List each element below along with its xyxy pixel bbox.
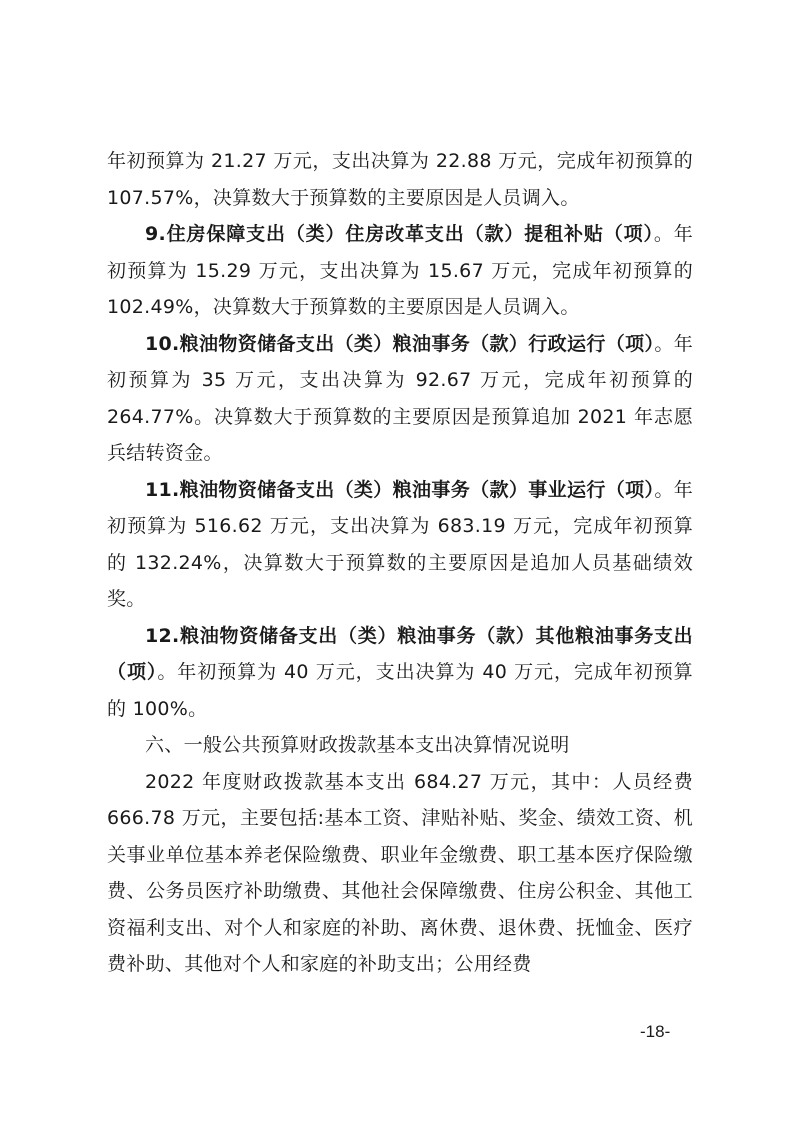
section-heading-text: 六、一般公共预算财政拨款基本支出决算情况说明	[145, 734, 570, 756]
item-heading: 9.住房保障支出（类）住房改革支出（款）提租补贴（项）	[145, 223, 654, 245]
section-heading	[107, 727, 693, 764]
item-heading: 12.粮油物资储备支出（类）粮油事务（款）其他粮油事务支出（项）	[107, 624, 693, 683]
paragraph-text: 。年初预算为 35 万元，支出决算为 92.67 万元，完成年初预算的 264.77%。决算数大于预算数的主要原因是预算追加 2021 年志愿兵结转资金。	[107, 332, 693, 464]
paragraph-text: 年初预算为 21.27 万元，支出决算为 22.88 万元，完成年初预算的 107.57%，决算数大于预算数的主要原因是人员调入。	[107, 150, 693, 209]
item-heading: 11.粮油物资储备支出（类）粮油事务（款）事业运行（项）	[145, 478, 655, 501]
paragraph-text: 2022 年度财政拨款基本支出 684.27 万元，其中：人员经费 666.78 万元，主要包括:基本工资、津贴补贴、奖金、绩效工资、机关事业单位基本养老保险缴费、职业年金缴费、职工基本医疗保险缴费、公务员医疗补助缴费、其他社会保障缴费、住房公积金、其他工资福利支出、对个人和家庭的补助、离休费、退休费、抚恤金、医疗费补助、其他对个人和家庭的补助支出；公用经费	[107, 770, 693, 975]
paragraph-text: 。年初预算为 15.29 万元，支出决算为 15.67 万元，完成年初预算的 102.49%，决算数大于预算数的主要原因是人员调入。	[107, 223, 693, 318]
paragraph-text: 。年初预算为 40 万元，支出决算为 40 万元，完成年初预算的 100%。	[107, 661, 693, 720]
document-body	[107, 143, 693, 983]
paragraph-item-12	[107, 618, 693, 728]
paragraph-item-10	[107, 326, 693, 472]
page-number: -18-	[640, 1022, 671, 1041]
paragraph-basic-expenditure	[107, 764, 693, 983]
paragraph-text: 。年初预算为 516.62 万元，支出决算为 683.19 万元，完成年初预算的 132.24%，决算数大于预算数的主要原因是追加人员基础绩效奖。	[107, 478, 693, 610]
item-heading: 10.粮油物资储备支出（类）粮油事务（款）行政运行（项）	[145, 332, 655, 355]
paragraph-item-9	[107, 216, 693, 326]
paragraph-continued-budget	[107, 143, 693, 216]
paragraph-item-11	[107, 472, 693, 618]
